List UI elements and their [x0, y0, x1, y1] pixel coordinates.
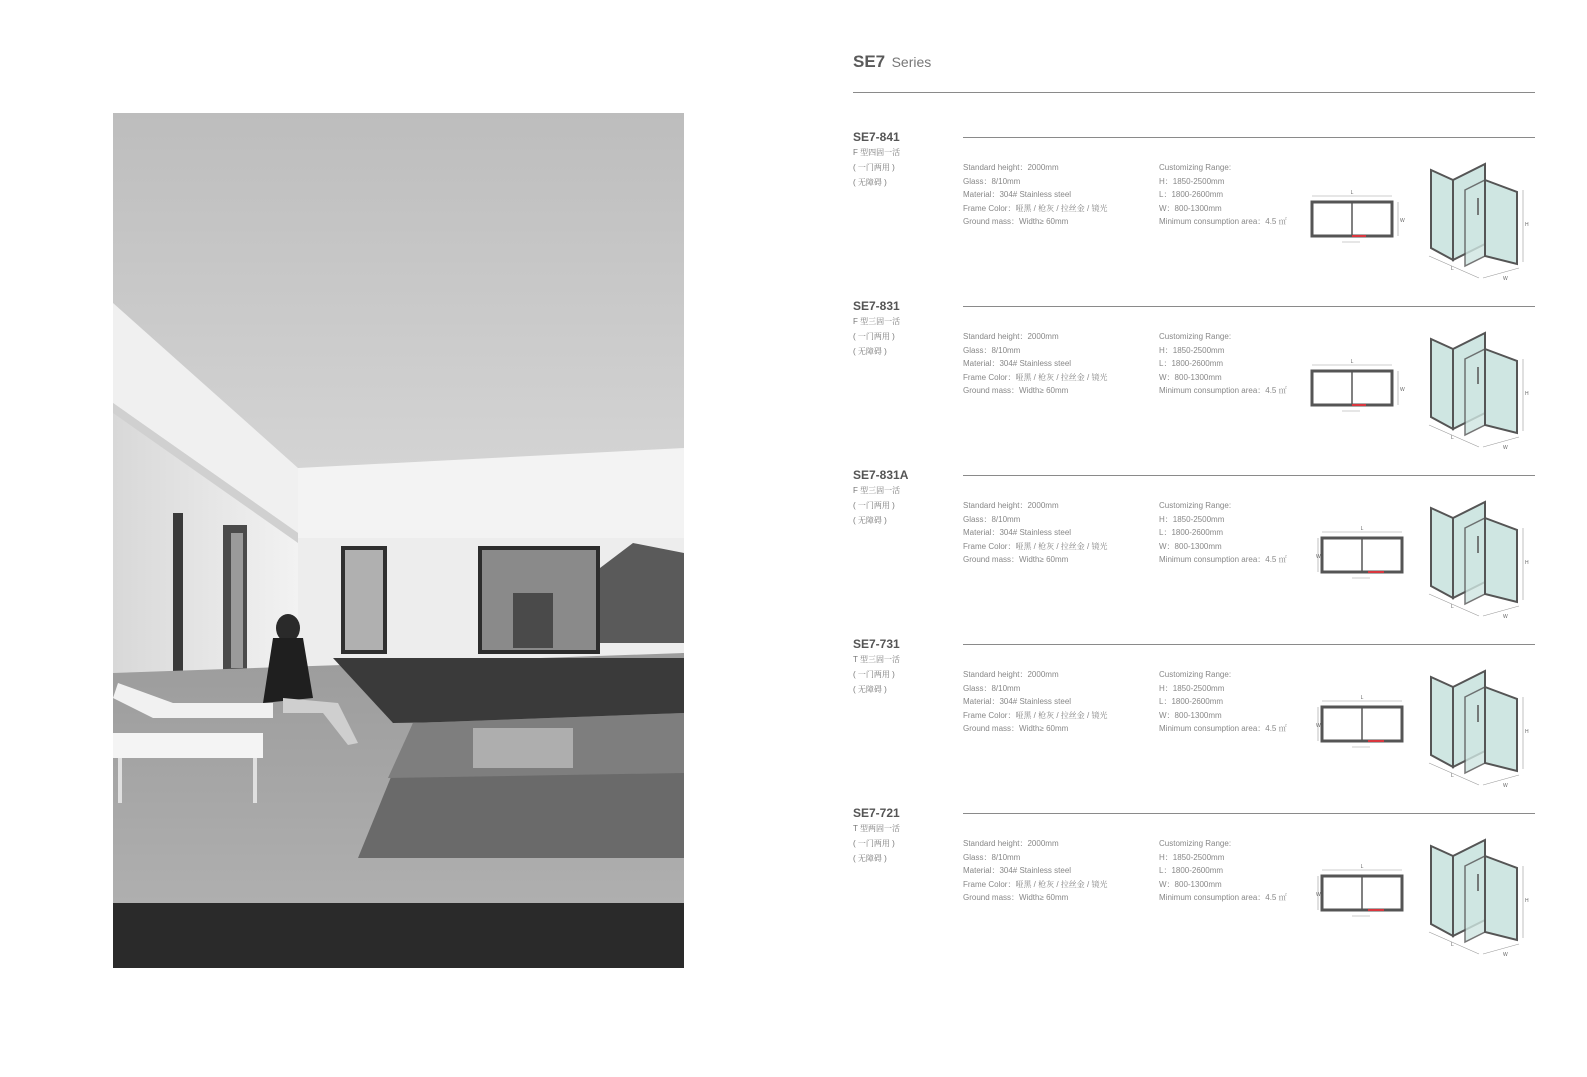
dim-w: W [1503, 445, 1508, 451]
dim-h: H [1525, 222, 1529, 228]
spec-material: Material：304# Stainless steel [963, 528, 1072, 537]
product-code: SE7-731 [853, 637, 900, 651]
range-l-range: L：1800-2600mm [1159, 528, 1224, 537]
range-w-range: W：800-1300mm [1159, 710, 1222, 720]
range-min-area: Minimum consumption area：4.5 ㎡ [1159, 555, 1287, 564]
spec-material: Material：304# Stainless steel [963, 359, 1072, 368]
spec-material: Material：304# Stainless steel [963, 866, 1072, 875]
spec-ground-mass: Ground mass：Width≥ 60mm [963, 555, 1069, 564]
dim-w: W [1400, 387, 1405, 393]
range-customizing: Customizing Range: [1159, 501, 1232, 510]
spec-glass: Glass：8/10mm [963, 514, 1021, 524]
spec-glass: Glass：8/10mm [963, 176, 1021, 186]
dim-h: H [1525, 898, 1529, 904]
range-l-range: L：1800-2600mm [1159, 359, 1224, 368]
dim-w: W [1503, 276, 1508, 282]
isometric-diagram [1423, 160, 1533, 285]
spec-standard-height: Standard height：2000mm [963, 163, 1059, 172]
product-door-note: ( 一门两用 ) [853, 332, 895, 341]
isometric-diagram [1423, 667, 1533, 792]
series-label: Series [891, 54, 932, 70]
product-divider [963, 813, 1535, 814]
spec-list [963, 499, 1107, 567]
range-w-range: W：800-1300mm [1159, 541, 1222, 551]
product-type: T 型两固一活 [853, 824, 900, 833]
dim-w: W [1316, 554, 1321, 560]
product-door-note: ( 一门两用 ) [853, 163, 895, 172]
spec-glass: Glass：8/10mm [963, 345, 1021, 355]
range-w-range: W：800-1300mm [1159, 879, 1222, 889]
spec-glass: Glass：8/10mm [963, 683, 1021, 693]
spec-standard-height: Standard height：2000mm [963, 839, 1059, 848]
spec-ground-mass: Ground mass：Width≥ 60mm [963, 386, 1069, 395]
product-divider [963, 306, 1535, 307]
product-row [853, 637, 1535, 797]
dim-h: H [1525, 560, 1529, 566]
range-customizing: Customizing Range: [1159, 163, 1232, 172]
range-h-range: H：1850-2500mm [1159, 514, 1225, 524]
floor-plan-diagram [1318, 526, 1418, 586]
dim-h: H [1525, 391, 1529, 397]
product-type: F 型三固一活 [853, 486, 901, 495]
range-list [1159, 499, 1287, 567]
spec-ground-mass: Ground mass：Width≥ 60mm [963, 893, 1069, 902]
product-access-note: ( 无障碍 ) [853, 516, 887, 525]
product-row [853, 299, 1535, 459]
dim-l: L [1360, 526, 1364, 532]
dim-l: L [1350, 190, 1354, 196]
dim-w: W [1503, 783, 1508, 789]
spec-standard-height: Standard height：2000mm [963, 670, 1059, 679]
range-customizing: Customizing Range: [1159, 839, 1232, 848]
range-w-range: W：800-1300mm [1159, 372, 1222, 382]
spec-material: Material：304# Stainless steel [963, 190, 1072, 199]
spec-list [963, 330, 1107, 398]
product-row [853, 806, 1535, 966]
range-h-range: H：1850-2500mm [1159, 345, 1225, 355]
floor-plan-diagram [1318, 864, 1418, 924]
architecture-photo [113, 113, 684, 968]
spec-frame-color: Frame Color：哑黑 / 枪灰 / 拉丝金 / 镜光 [963, 879, 1108, 889]
spec-material: Material：304# Stainless steel [963, 697, 1072, 706]
series-title [853, 52, 931, 72]
range-l-range: L：1800-2600mm [1159, 866, 1224, 875]
dim-l: L [1451, 266, 1454, 272]
product-code: SE7-841 [853, 130, 900, 144]
range-min-area: Minimum consumption area：4.5 ㎡ [1159, 724, 1287, 733]
range-l-range: L：1800-2600mm [1159, 190, 1224, 199]
product-access-note: ( 无障碍 ) [853, 854, 887, 863]
product-type: F 型三固一活 [853, 317, 901, 326]
isometric-diagram [1423, 498, 1533, 623]
range-list [1159, 330, 1287, 398]
spec-glass: Glass：8/10mm [963, 852, 1021, 862]
product-code: SE7-721 [853, 806, 900, 820]
dim-l: L [1350, 359, 1354, 365]
product-type: T 型三固一活 [853, 655, 900, 664]
spec-frame-color: Frame Color：哑黑 / 枪灰 / 拉丝金 / 镜光 [963, 203, 1108, 213]
product-door-note: ( 一门两用 ) [853, 670, 895, 679]
dim-w: W [1503, 952, 1508, 958]
product-row [853, 130, 1535, 290]
spec-frame-color: Frame Color：哑黑 / 枪灰 / 拉丝金 / 镜光 [963, 710, 1108, 720]
dim-l: L [1451, 604, 1454, 610]
product-type: F 型四固一活 [853, 148, 901, 157]
spec-frame-color: Frame Color：哑黑 / 枪灰 / 拉丝金 / 镜光 [963, 372, 1108, 382]
spec-frame-color: Frame Color：哑黑 / 枪灰 / 拉丝金 / 镜光 [963, 541, 1108, 551]
range-list [1159, 161, 1287, 229]
range-h-range: H：1850-2500mm [1159, 852, 1225, 862]
range-list [1159, 668, 1287, 736]
product-access-note: ( 无障碍 ) [853, 685, 887, 694]
range-h-range: H：1850-2500mm [1159, 683, 1225, 693]
spec-list [963, 837, 1107, 905]
product-access-note: ( 无障碍 ) [853, 178, 887, 187]
spec-list [963, 161, 1107, 229]
spec-ground-mass: Ground mass：Width≥ 60mm [963, 724, 1069, 733]
range-customizing: Customizing Range: [1159, 670, 1232, 679]
range-h-range: H：1850-2500mm [1159, 176, 1225, 186]
product-divider [963, 137, 1535, 138]
product-row [853, 468, 1535, 628]
product-code: SE7-831A [853, 468, 909, 482]
range-min-area: Minimum consumption area：4.5 ㎡ [1159, 217, 1287, 226]
header-divider [853, 92, 1535, 93]
dim-h: H [1525, 729, 1529, 735]
isometric-diagram [1423, 329, 1533, 454]
series-code: SE7 [853, 52, 886, 71]
range-customizing: Customizing Range: [1159, 332, 1232, 341]
product-divider [963, 475, 1535, 476]
dim-w: W [1400, 218, 1405, 224]
dim-l: L [1360, 695, 1364, 701]
dim-l: L [1360, 864, 1364, 870]
isometric-diagram [1423, 836, 1533, 961]
dim-w: W [1503, 614, 1508, 620]
range-l-range: L：1800-2600mm [1159, 697, 1224, 706]
floor-plan-diagram [1318, 695, 1418, 755]
product-code: SE7-831 [853, 299, 900, 313]
dim-w: W [1316, 723, 1321, 729]
dim-l: L [1451, 435, 1454, 441]
product-access-note: ( 无障碍 ) [853, 347, 887, 356]
range-list [1159, 837, 1287, 905]
dim-w: W [1316, 892, 1321, 898]
spec-standard-height: Standard height：2000mm [963, 332, 1059, 341]
product-divider [963, 644, 1535, 645]
spec-ground-mass: Ground mass：Width≥ 60mm [963, 217, 1069, 226]
dim-l: L [1451, 942, 1454, 948]
floor-plan-diagram [1308, 359, 1408, 419]
product-door-note: ( 一门两用 ) [853, 501, 895, 510]
range-min-area: Minimum consumption area：4.5 ㎡ [1159, 893, 1287, 902]
spec-list [963, 668, 1107, 736]
floor-plan-diagram [1308, 190, 1408, 250]
range-min-area: Minimum consumption area：4.5 ㎡ [1159, 386, 1287, 395]
dim-l: L [1451, 773, 1454, 779]
spec-standard-height: Standard height：2000mm [963, 501, 1059, 510]
range-w-range: W：800-1300mm [1159, 203, 1222, 213]
product-door-note: ( 一门两用 ) [853, 839, 895, 848]
